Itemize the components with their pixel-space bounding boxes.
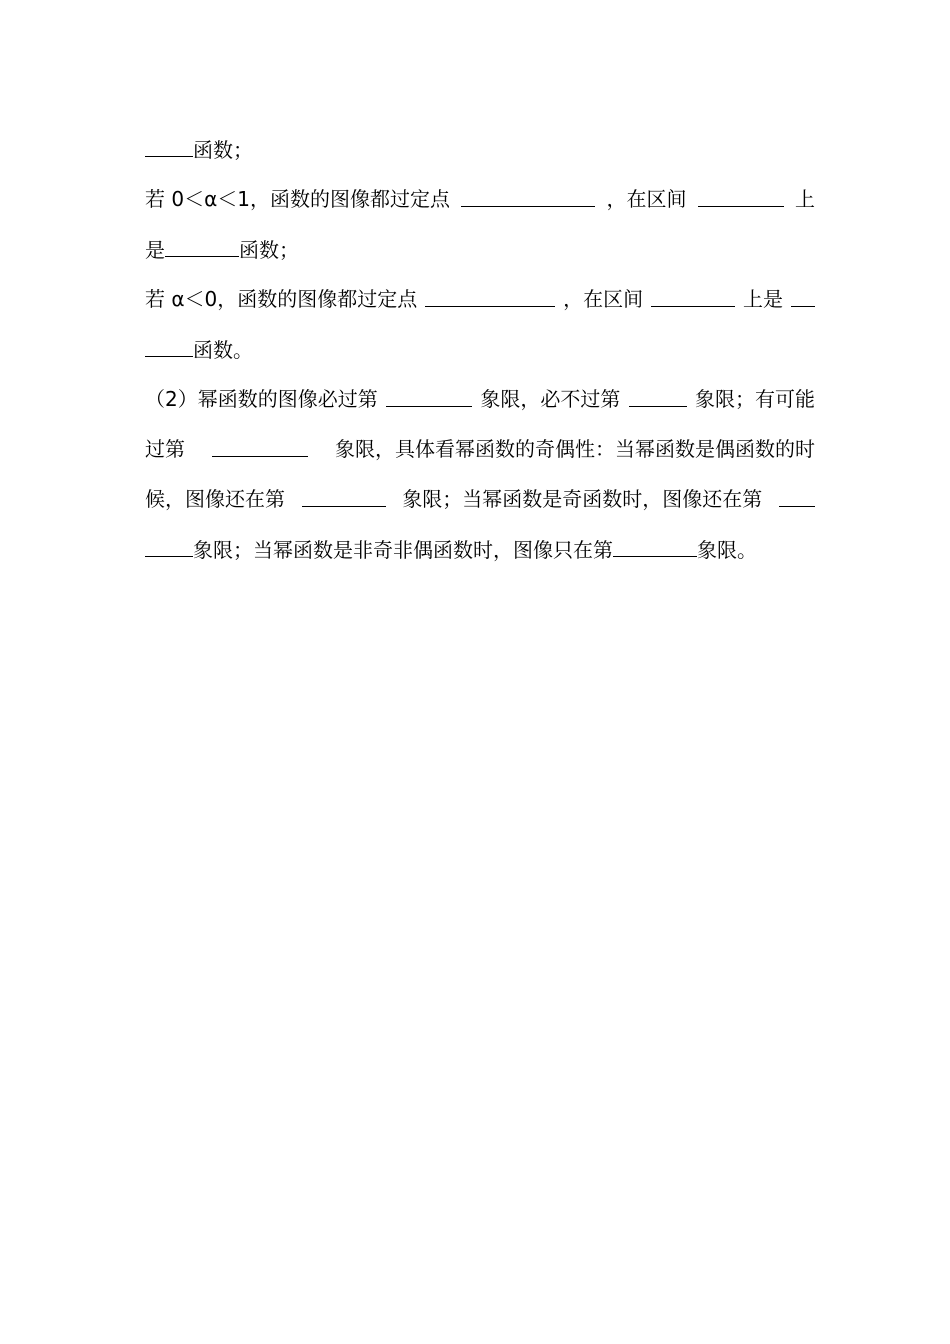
text-line-7 (145, 432, 815, 466)
text-fragment: 象限；当幂函数是非奇非偶函数时，图像只在第 (193, 538, 613, 562)
text-fragment: 象限；当幂函数是奇函数时，图像还在第 (402, 487, 763, 511)
text-fragment: 上是 (743, 287, 784, 311)
text-fragment: 函数； (193, 138, 253, 162)
text-fragment: 象限；有可能 (694, 387, 815, 411)
answer-blank[interactable] (212, 432, 308, 457)
answer-blank[interactable] (651, 282, 735, 307)
text-fragment: ，在区间 (563, 287, 644, 311)
text-fragment: （2）幂函数的图像必过第 (145, 387, 378, 411)
answer-blank[interactable] (629, 382, 687, 407)
text-line-3 (145, 232, 815, 266)
text-line-1 (145, 132, 815, 166)
text-fragment: 候，图像还在第 (145, 487, 285, 511)
answer-blank[interactable] (698, 182, 784, 207)
text-fragment: 象限，必不过第 (480, 387, 621, 411)
text-fragment: 函数； (239, 238, 299, 262)
text-fragment: 象限。 (697, 538, 757, 562)
text-line-6 (145, 382, 815, 416)
answer-blank[interactable] (165, 232, 239, 257)
text-line-4 (145, 282, 815, 316)
text-line-8 (145, 482, 815, 516)
answer-blank[interactable] (461, 182, 595, 207)
answer-blank[interactable] (302, 482, 386, 507)
answer-blank[interactable] (791, 282, 815, 307)
answer-blank[interactable] (613, 532, 697, 557)
text-fragment: 过第 (145, 437, 185, 461)
text-line-2 (145, 182, 815, 216)
answer-blank[interactable] (145, 132, 193, 157)
text-line-5 (145, 332, 815, 366)
text-fragment: 是 (145, 238, 165, 262)
answer-blank[interactable] (779, 482, 815, 507)
text-fragment: 若 0＜α＜1，函数的图像都过定点 (145, 187, 450, 211)
answer-blank[interactable] (386, 382, 472, 407)
text-fragment: 上 (795, 187, 815, 211)
text-fragment: 若 α＜0，函数的图像都过定点 (145, 287, 418, 311)
text-fragment: 函数。 (193, 338, 253, 362)
answer-blank[interactable] (425, 282, 555, 307)
answer-blank[interactable] (145, 332, 193, 357)
answer-blank[interactable] (145, 532, 193, 557)
text-fragment: ，在区间 (606, 187, 687, 211)
text-line-9 (145, 532, 815, 566)
text-fragment: 象限，具体看幂函数的奇偶性：当幂函数是偶函数的时 (335, 437, 815, 461)
